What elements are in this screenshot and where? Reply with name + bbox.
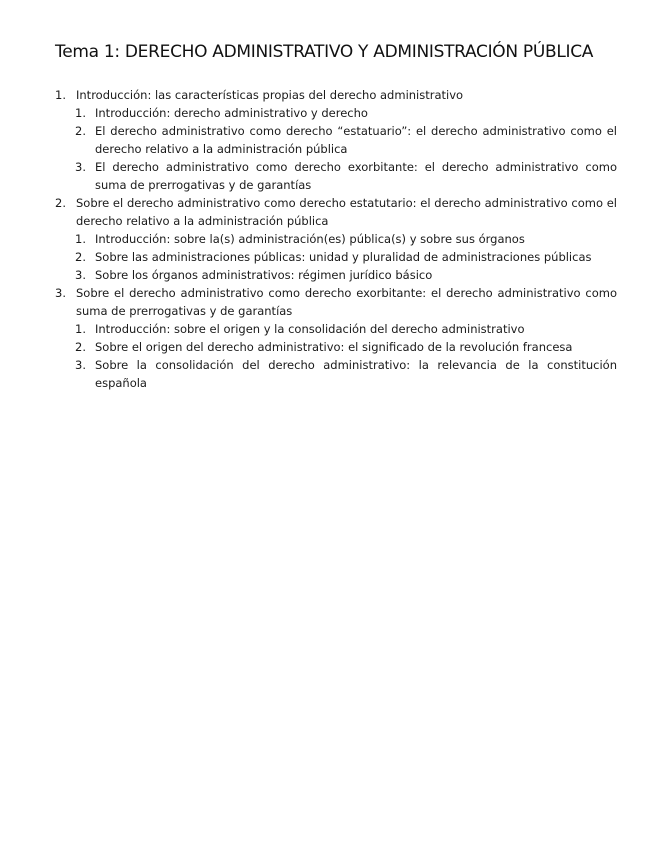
subsection-text: Sobre las administraciones públicas: unidad y pluralidad de administraciones públicas — [95, 250, 592, 264]
subsection-text: Sobre el origen del derecho administrativo: el significado de la revolución francesa — [95, 340, 573, 354]
section-number: 2. — [55, 196, 66, 210]
subsection-number: 2. — [75, 124, 86, 138]
subsection-text: Sobre los órganos administrativos: régimen jurídico básico — [95, 268, 433, 282]
outline-subsection — [55, 248, 617, 266]
section-number: 1. — [55, 88, 66, 102]
outline-subsection — [55, 266, 617, 284]
subsection-text: Introducción: sobre el origen y la consolidación del derecho administrativo — [95, 322, 525, 336]
subsection-text: Introducción: derecho administrativo y derecho — [95, 106, 368, 120]
subsection-number: 1. — [75, 322, 86, 336]
outline-subsection — [55, 104, 617, 122]
subsection-number: 1. — [75, 106, 86, 120]
subsection-number: 2. — [75, 250, 86, 264]
subsection-text: El derecho administrativo como derecho “estatuario”: el derecho administrativo como el derecho relativo a la administración pública — [95, 124, 617, 156]
subsection-number: 1. — [75, 232, 86, 246]
subsection-text: El derecho administrativo como derecho exorbitante: el derecho administrativo como suma de prerrogativas y de garantías — [95, 160, 617, 192]
section-heading: Introducción: las características propias del derecho administrativo — [76, 88, 464, 102]
subsection-list — [55, 104, 617, 194]
subsection-text: Introducción: sobre la(s) administración(es) pública(s) y sobre sus órganos — [95, 232, 525, 246]
subsection-number: 3. — [75, 358, 86, 372]
outline-subsection — [55, 320, 617, 338]
section-number: 3. — [55, 286, 66, 300]
outline-subsection — [55, 338, 617, 356]
outline-subsection — [55, 356, 617, 392]
subsection-list — [55, 230, 617, 284]
section-heading: Sobre el derecho administrativo como derecho estatutario: el derecho administrativo como el derecho relativo a la administración pública — [76, 196, 617, 228]
outline-section-3 — [55, 284, 617, 320]
outline-subsection — [55, 230, 617, 248]
section-heading: Sobre el derecho administrativo como derecho exorbitante: el derecho administrativo como suma de prerrogativas y de garantías — [76, 286, 617, 318]
topic-outline — [55, 86, 617, 392]
outline-section-2 — [55, 194, 617, 230]
outline-subsection — [55, 158, 617, 194]
subsection-text: Sobre la consolidación del derecho administrativo: la relevancia de la constitución española — [95, 358, 617, 390]
outline-subsection — [55, 122, 617, 158]
subsection-number: 3. — [75, 160, 86, 174]
subsection-number: 2. — [75, 340, 86, 354]
subsection-number: 3. — [75, 268, 86, 282]
document-title: Tema 1: DERECHO ADMINISTRATIVO Y ADMINISTRACIÓN PÚBLICA — [55, 42, 594, 62]
outline-section-1 — [55, 86, 617, 104]
subsection-list — [55, 320, 617, 392]
